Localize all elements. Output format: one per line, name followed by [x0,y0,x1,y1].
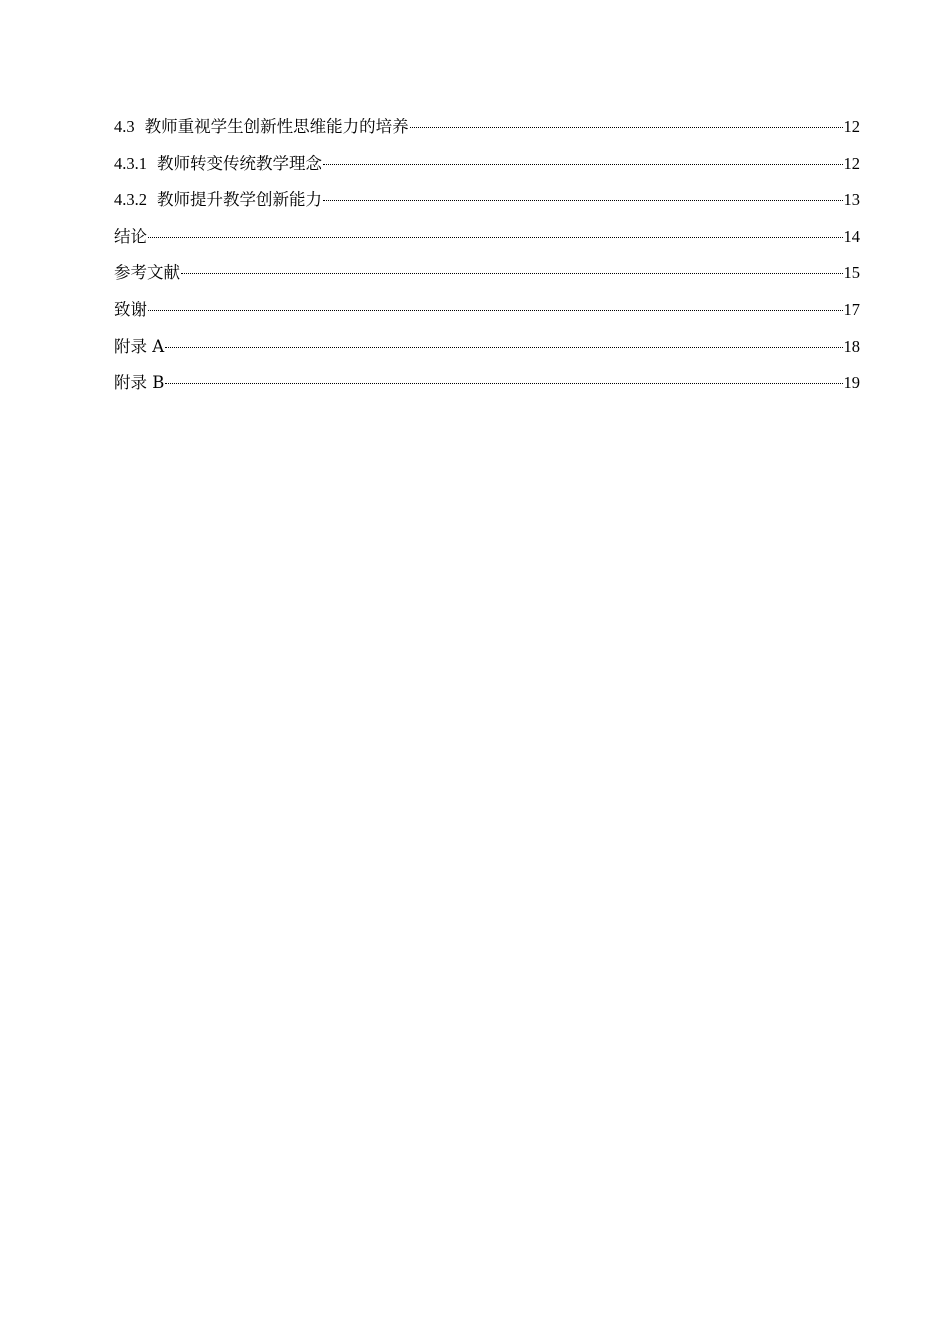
toc-entry-page: 12 [843,153,860,173]
toc-entry-number: 4.3.2 [114,190,147,210]
toc-entry[interactable] [114,224,860,261]
table-of-contents [114,114,860,407]
toc-entry[interactable] [114,297,860,334]
toc-entry[interactable] [114,114,860,151]
dot-leader [165,382,842,384]
dot-leader [181,272,843,274]
toc-entry-title: 附录 B [114,373,165,393]
toc-entry-page: 18 [843,336,860,356]
toc-entry[interactable] [114,260,860,297]
toc-entry-number: 4.3.1 [114,153,147,173]
toc-entry-page: 12 [843,117,860,136]
toc-entry-title: 参考文献 [114,263,180,283]
toc-entry-title: 致谢 [114,299,147,319]
dot-leader [165,346,842,348]
toc-entry-number: 4.3 [114,117,135,136]
toc-entry-title: 教师提升教学创新能力 [157,190,322,210]
dot-leader [148,236,843,238]
toc-entry-title: 结论 [114,226,147,246]
toc-entry-title: 教师转变传统教学理念 [157,153,322,173]
toc-entry[interactable] [114,370,860,407]
dot-leader [148,309,843,311]
toc-entry-page: 13 [843,190,860,210]
toc-entry[interactable] [114,187,860,224]
toc-entry[interactable] [114,334,860,371]
toc-entry-title: 教师重视学生创新性思维能力的培养 [144,117,409,136]
dot-leader [323,199,843,201]
dot-leader [323,163,843,165]
dot-leader [410,126,843,128]
toc-entry-page: 14 [843,226,860,246]
toc-entry-page: 19 [843,373,860,393]
toc-entry[interactable] [114,151,860,188]
toc-entry-page: 17 [843,299,860,319]
toc-entry-page: 15 [843,263,860,283]
toc-entry-title: 附录 A [114,336,165,356]
